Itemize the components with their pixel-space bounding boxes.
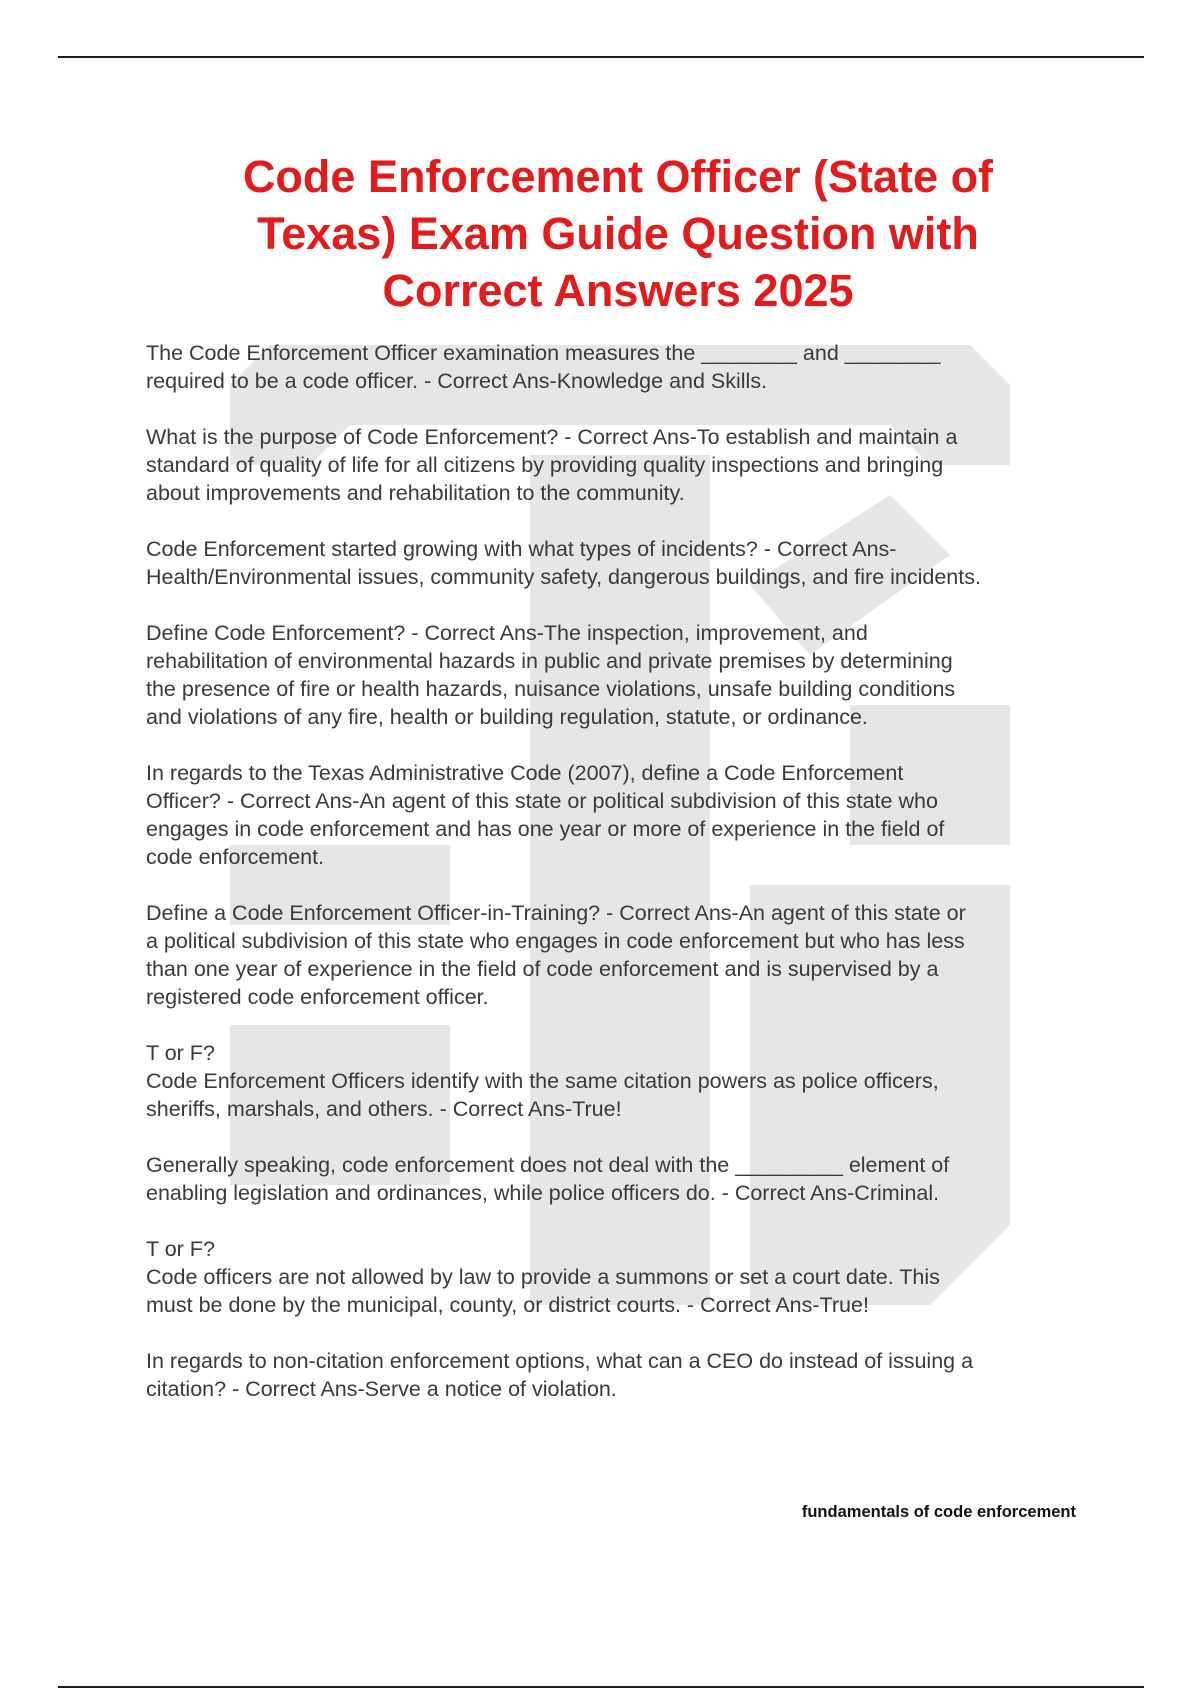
qa-entry [146, 759, 1096, 871]
qa-line: Generally speaking, code enforcement does not deal with the _________ element of [146, 1153, 950, 1177]
title-line: Texas) Exam Guide Question with [257, 208, 979, 259]
qa-list [146, 339, 1096, 1431]
qa-line: T or F? [146, 1237, 215, 1261]
qa-line: and violations of any fire, health or building regulation, statute, or ordinance. [146, 705, 868, 729]
qa-line: standard of quality of life for all citizens by providing quality inspections and bringing [146, 453, 944, 477]
qa-entry [146, 535, 1096, 591]
qa-entry [146, 899, 1096, 1011]
bottom-rule [58, 1686, 1144, 1688]
qa-entry [146, 423, 1096, 507]
qa-line: code enforcement. [146, 845, 325, 869]
qa-line: Officer? - Correct Ans-An agent of this state or political subdivision of this state who [146, 789, 938, 813]
qa-line: enabling legislation and ordinances, while police officers do. - Correct Ans-Criminal. [146, 1181, 940, 1205]
qa-line: In regards to non-citation enforcement options, what can a CEO do instead of issuing a [146, 1349, 974, 1373]
qa-line: a political subdivision of this state who engages in code enforcement but who has less [146, 929, 965, 953]
qa-entry [146, 1347, 1096, 1403]
qa-line: Code Enforcement Officers identify with the same citation powers as police officers, [146, 1069, 939, 1093]
title-line: Correct Answers 2025 [382, 265, 854, 316]
qa-line: Health/Environmental issues, community safety, dangerous buildings, and fire incidents. [146, 565, 981, 589]
qa-line: engages in code enforcement and has one year or more of experience in the field of [146, 817, 945, 841]
qa-line: Define Code Enforcement? - Correct Ans-The inspection, improvement, and [146, 621, 868, 645]
qa-line: Code Enforcement started growing with what types of incidents? - Correct Ans- [146, 537, 897, 561]
qa-line: Define a Code Enforcement Officer-in-Training? - Correct Ans-An agent of this state or [146, 901, 966, 925]
qa-line: required to be a code officer. - Correct Ans-Knowledge and Skills. [146, 369, 768, 393]
qa-line: T or F? [146, 1041, 215, 1065]
qa-entry [146, 619, 1096, 731]
qa-line: What is the purpose of Code Enforcement? - Correct Ans-To establish and maintain a [146, 425, 958, 449]
qa-line: than one year of experience in the field of code enforcement and is supervised by a [146, 957, 939, 981]
top-rule [58, 56, 1144, 58]
qa-line: Code officers are not allowed by law to provide a summons or set a court date. This [146, 1265, 940, 1289]
title-line: Code Enforcement Officer (State of [242, 151, 994, 202]
qa-line: rehabilitation of environmental hazards in public and private premises by determining [146, 649, 953, 673]
qa-entry [146, 1039, 1096, 1123]
qa-line: about improvements and rehabilitation to the community. [146, 481, 685, 505]
qa-line: the presence of fire or health hazards, nuisance violations, unsafe building conditions [146, 677, 956, 701]
qa-entry [146, 339, 1096, 395]
qa-line: In regards to the Texas Administrative Code (2007), define a Code Enforcement [146, 761, 904, 785]
qa-line: citation? - Correct Ans-Serve a notice of violation. [146, 1377, 617, 1401]
footer-note: fundamentals of code enforcement [801, 1503, 1076, 1521]
qa-line: sheriffs, marshals, and others. - Correct Ans-True! [146, 1097, 622, 1121]
qa-line: must be done by the municipal, county, or district courts. - Correct Ans-True! [146, 1293, 869, 1317]
qa-entry [146, 1235, 1096, 1319]
qa-entry [146, 1151, 1096, 1207]
qa-line: registered code enforcement officer. [146, 985, 489, 1009]
document-title [150, 148, 1086, 319]
qa-line: The Code Enforcement Officer examination measures the ________ and ________ [146, 341, 941, 365]
